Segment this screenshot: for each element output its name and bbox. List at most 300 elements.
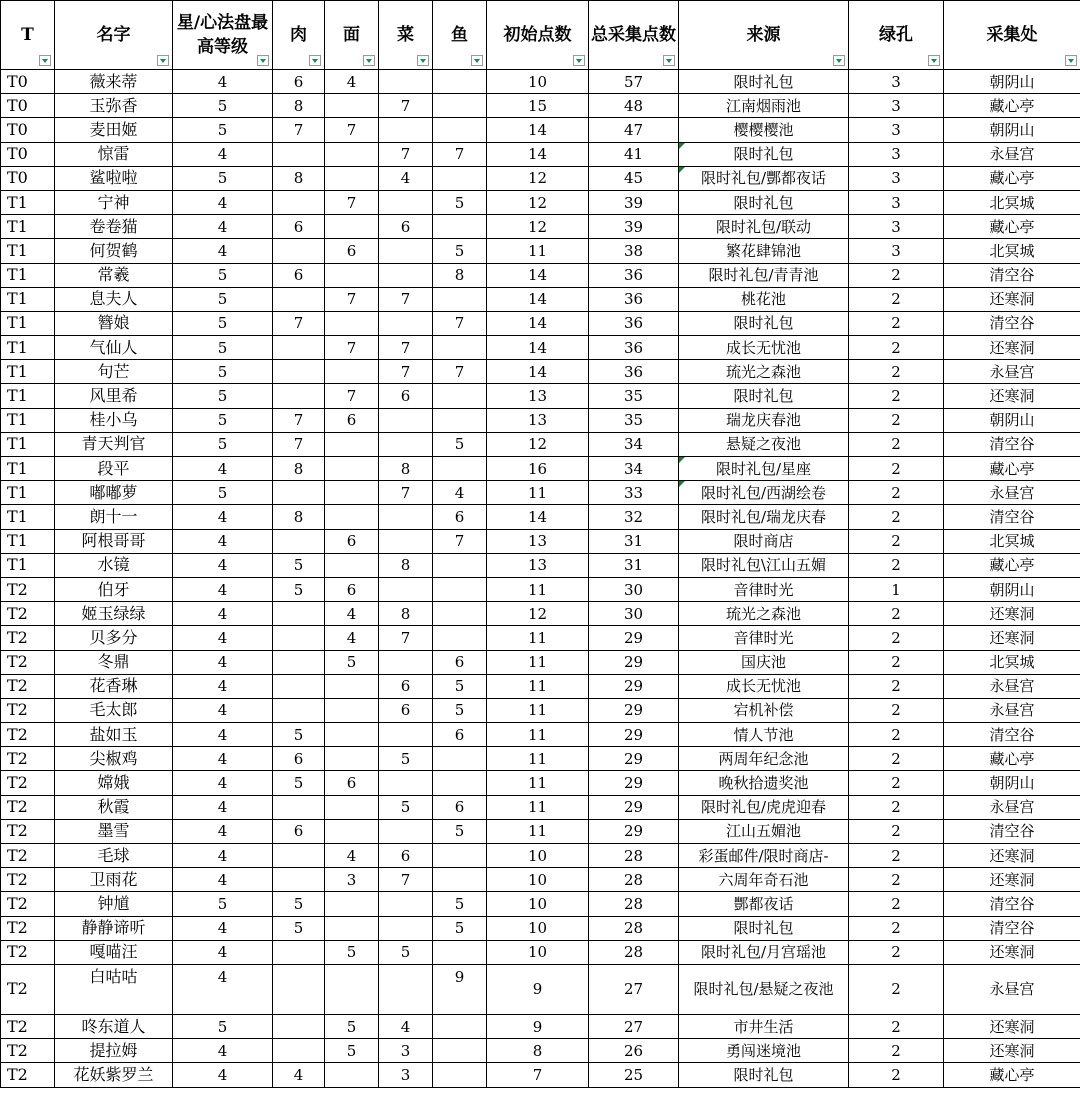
table-body bbox=[1, 70, 1080, 1088]
cell-green-slots: 2 bbox=[849, 626, 944, 650]
cell-fish bbox=[433, 166, 487, 190]
cell-meat: 5 bbox=[273, 577, 325, 601]
cell-vegetable: 6 bbox=[379, 215, 433, 239]
cell-star-level: 5 bbox=[173, 892, 273, 916]
cell-noodle: 4 bbox=[325, 844, 379, 868]
cell-star-level: 5 bbox=[173, 94, 273, 118]
cell-green-slots: 2 bbox=[849, 408, 944, 432]
cell-noodle bbox=[325, 916, 379, 940]
cell-green-slots: 2 bbox=[849, 384, 944, 408]
cell-noodle bbox=[325, 795, 379, 819]
cell-green-slots: 2 bbox=[849, 336, 944, 360]
cell-name: 尖椒鸡 bbox=[55, 747, 173, 771]
cell-green-slots: 2 bbox=[849, 481, 944, 505]
cell-location: 还寒洞 bbox=[944, 384, 1080, 408]
filter-dropdown-icon[interactable] bbox=[663, 55, 675, 66]
cell-initial-points: 11 bbox=[487, 819, 589, 843]
cell-tier: T1 bbox=[1, 215, 55, 239]
cell-source: 限时礼包 bbox=[679, 142, 849, 166]
cell-vegetable: 7 bbox=[379, 287, 433, 311]
cell-meat: 8 bbox=[273, 166, 325, 190]
cell-noodle: 5 bbox=[325, 1039, 379, 1063]
cell-total-points: 32 bbox=[589, 505, 679, 529]
filter-dropdown-icon[interactable] bbox=[471, 55, 483, 66]
cell-fish bbox=[433, 626, 487, 650]
cell-meat bbox=[273, 868, 325, 892]
cell-location: 还寒洞 bbox=[944, 626, 1080, 650]
cell-vegetable bbox=[379, 577, 433, 601]
cell-green-slots: 2 bbox=[849, 771, 944, 795]
cell-star-level: 5 bbox=[173, 384, 273, 408]
cell-location: 藏心亭 bbox=[944, 457, 1080, 481]
cell-fish: 7 bbox=[433, 360, 487, 384]
cell-star-level: 5 bbox=[173, 118, 273, 142]
cell-name: 卷卷猫 bbox=[55, 215, 173, 239]
cell-tier: T1 bbox=[1, 432, 55, 456]
cell-tier: T1 bbox=[1, 239, 55, 263]
cell-initial-points: 11 bbox=[487, 481, 589, 505]
cell-green-slots: 2 bbox=[849, 1063, 944, 1087]
cell-vegetable bbox=[379, 505, 433, 529]
cell-vegetable bbox=[379, 239, 433, 263]
cell-vegetable: 3 bbox=[379, 1039, 433, 1063]
cell-star-level: 4 bbox=[173, 1039, 273, 1063]
cell-star-level: 4 bbox=[173, 553, 273, 577]
cell-note-marker bbox=[679, 481, 685, 487]
cell-tier: T2 bbox=[1, 602, 55, 626]
cell-meat: 7 bbox=[273, 432, 325, 456]
cell-star-level: 4 bbox=[173, 215, 273, 239]
cell-star-level: 5 bbox=[173, 481, 273, 505]
cell-green-slots: 2 bbox=[849, 819, 944, 843]
cell-star-level: 4 bbox=[173, 626, 273, 650]
cell-name: 伯牙 bbox=[55, 577, 173, 601]
cell-note-marker bbox=[679, 457, 685, 463]
cell-tier: T2 bbox=[1, 650, 55, 674]
filter-dropdown-icon[interactable] bbox=[928, 55, 940, 66]
cell-vegetable: 6 bbox=[379, 384, 433, 408]
cell-location: 永昼宫 bbox=[944, 142, 1080, 166]
cell-meat bbox=[273, 1014, 325, 1038]
cell-initial-points: 11 bbox=[487, 626, 589, 650]
cell-fish: 6 bbox=[433, 505, 487, 529]
cell-tier: T1 bbox=[1, 287, 55, 311]
cell-source: 限时礼包 bbox=[679, 916, 849, 940]
table-row bbox=[1, 311, 1080, 335]
cell-tier: T1 bbox=[1, 384, 55, 408]
cell-tier: T2 bbox=[1, 964, 55, 1014]
cell-name: 秋霞 bbox=[55, 795, 173, 819]
filter-dropdown-icon[interactable] bbox=[833, 55, 845, 66]
cell-source: 限时礼包/瑞龙庆春 bbox=[679, 505, 849, 529]
cell-fish bbox=[433, 1014, 487, 1038]
cell-vegetable: 4 bbox=[379, 166, 433, 190]
cell-location: 清空谷 bbox=[944, 819, 1080, 843]
cell-fish bbox=[433, 336, 487, 360]
cell-green-slots: 2 bbox=[849, 1039, 944, 1063]
cell-noodle: 7 bbox=[325, 336, 379, 360]
cell-green-slots: 2 bbox=[849, 1014, 944, 1038]
cell-noodle bbox=[325, 432, 379, 456]
table-row bbox=[1, 747, 1080, 771]
table-row bbox=[1, 698, 1080, 722]
cell-name: 花香琳 bbox=[55, 674, 173, 698]
cell-noodle: 4 bbox=[325, 626, 379, 650]
cell-meat: 8 bbox=[273, 457, 325, 481]
cell-noodle: 6 bbox=[325, 408, 379, 432]
cell-vegetable: 6 bbox=[379, 844, 433, 868]
filter-dropdown-icon[interactable] bbox=[573, 55, 585, 66]
cell-initial-points: 11 bbox=[487, 698, 589, 722]
cell-star-level: 4 bbox=[173, 505, 273, 529]
cell-name: 何贺鹤 bbox=[55, 239, 173, 263]
cell-initial-points: 10 bbox=[487, 916, 589, 940]
cell-star-level: 4 bbox=[173, 723, 273, 747]
cell-noodle bbox=[325, 142, 379, 166]
cell-tier: T2 bbox=[1, 916, 55, 940]
cell-fish bbox=[433, 602, 487, 626]
cell-name: 玉弥香 bbox=[55, 94, 173, 118]
cell-total-points: 47 bbox=[589, 118, 679, 142]
cell-green-slots: 2 bbox=[849, 964, 944, 1014]
cell-star-level: 5 bbox=[173, 432, 273, 456]
cell-source: 限时礼包/联动 bbox=[679, 215, 849, 239]
cell-fish bbox=[433, 1039, 487, 1063]
cell-noodle bbox=[325, 481, 379, 505]
cell-total-points: 35 bbox=[589, 384, 679, 408]
cell-name: 咚东道人 bbox=[55, 1014, 173, 1038]
cell-green-slots: 2 bbox=[849, 602, 944, 626]
cell-tier: T2 bbox=[1, 771, 55, 795]
cell-total-points: 29 bbox=[589, 795, 679, 819]
cell-star-level: 4 bbox=[173, 239, 273, 263]
cell-meat bbox=[273, 142, 325, 166]
table-row bbox=[1, 94, 1080, 118]
cell-initial-points: 12 bbox=[487, 602, 589, 626]
cell-green-slots: 2 bbox=[849, 311, 944, 335]
cell-fish: 7 bbox=[433, 142, 487, 166]
cell-tier: T2 bbox=[1, 868, 55, 892]
cell-tier: T1 bbox=[1, 457, 55, 481]
cell-fish bbox=[433, 747, 487, 771]
cell-vegetable bbox=[379, 311, 433, 335]
cell-star-level: 4 bbox=[173, 650, 273, 674]
cell-star-level: 4 bbox=[173, 844, 273, 868]
cell-meat bbox=[273, 650, 325, 674]
cell-tier: T2 bbox=[1, 892, 55, 916]
cell-initial-points: 7 bbox=[487, 1063, 589, 1087]
cell-name: 静静谛听 bbox=[55, 916, 173, 940]
cell-vegetable: 8 bbox=[379, 457, 433, 481]
table-row bbox=[1, 408, 1080, 432]
cell-noodle bbox=[325, 311, 379, 335]
cell-star-level: 4 bbox=[173, 602, 273, 626]
cell-name: 青天判官 bbox=[55, 432, 173, 456]
cell-total-points: 29 bbox=[589, 819, 679, 843]
cell-total-points: 29 bbox=[589, 771, 679, 795]
cell-initial-points: 11 bbox=[487, 723, 589, 747]
cell-source: 酆都夜话 bbox=[679, 892, 849, 916]
cell-noodle bbox=[325, 457, 379, 481]
cell-tier: T2 bbox=[1, 1039, 55, 1063]
cell-fish bbox=[433, 577, 487, 601]
table-row bbox=[1, 650, 1080, 674]
cell-green-slots: 3 bbox=[849, 70, 944, 94]
cell-star-level: 5 bbox=[173, 336, 273, 360]
cell-name: 嘟嘟萝 bbox=[55, 481, 173, 505]
cell-star-level: 4 bbox=[173, 577, 273, 601]
cell-fish bbox=[433, 384, 487, 408]
cell-total-points: 34 bbox=[589, 432, 679, 456]
cell-green-slots: 3 bbox=[849, 142, 944, 166]
cell-location: 清空谷 bbox=[944, 892, 1080, 916]
cell-noodle bbox=[325, 819, 379, 843]
table-row bbox=[1, 529, 1080, 553]
cell-fish: 5 bbox=[433, 698, 487, 722]
cell-total-points: 30 bbox=[589, 577, 679, 601]
cell-location: 藏心亭 bbox=[944, 94, 1080, 118]
cell-meat bbox=[273, 287, 325, 311]
cell-green-slots: 2 bbox=[849, 844, 944, 868]
cell-meat: 8 bbox=[273, 505, 325, 529]
cell-tier: T1 bbox=[1, 311, 55, 335]
cell-green-slots: 2 bbox=[849, 892, 944, 916]
cell-fish: 9 bbox=[433, 964, 487, 1014]
cell-fish: 5 bbox=[433, 674, 487, 698]
cell-name: 毛球 bbox=[55, 844, 173, 868]
cell-noodle: 7 bbox=[325, 190, 379, 214]
cell-location: 藏心亭 bbox=[944, 166, 1080, 190]
cell-noodle: 5 bbox=[325, 1014, 379, 1038]
cell-source: 限时礼包 bbox=[679, 190, 849, 214]
header-vegetable: 菜 bbox=[379, 1, 433, 70]
cell-total-points: 45 bbox=[589, 166, 679, 190]
cell-green-slots: 3 bbox=[849, 166, 944, 190]
filter-dropdown-icon[interactable] bbox=[1065, 55, 1077, 66]
cell-noodle bbox=[325, 698, 379, 722]
cell-tier: T1 bbox=[1, 190, 55, 214]
cell-noodle bbox=[325, 94, 379, 118]
cell-fish: 5 bbox=[433, 819, 487, 843]
cell-name: 花妖紫罗兰 bbox=[55, 1063, 173, 1087]
cell-meat bbox=[273, 602, 325, 626]
cell-source: 琉光之森池 bbox=[679, 360, 849, 384]
cell-name: 惊雷 bbox=[55, 142, 173, 166]
cell-location: 还寒洞 bbox=[944, 844, 1080, 868]
cell-noodle bbox=[325, 1063, 379, 1087]
cell-green-slots: 2 bbox=[849, 457, 944, 481]
cell-location: 北冥城 bbox=[944, 529, 1080, 553]
cell-tier: T0 bbox=[1, 142, 55, 166]
table-row bbox=[1, 868, 1080, 892]
cell-tier: T1 bbox=[1, 529, 55, 553]
cell-star-level: 5 bbox=[173, 408, 273, 432]
cell-name: 嘎喵汪 bbox=[55, 940, 173, 964]
cell-total-points: 31 bbox=[589, 529, 679, 553]
cell-green-slots: 3 bbox=[849, 215, 944, 239]
cell-tier: T2 bbox=[1, 698, 55, 722]
cell-total-points: 26 bbox=[589, 1039, 679, 1063]
cell-location: 北冥城 bbox=[944, 190, 1080, 214]
cell-star-level: 5 bbox=[173, 287, 273, 311]
table-row bbox=[1, 215, 1080, 239]
cell-noodle bbox=[325, 166, 379, 190]
cell-location: 还寒洞 bbox=[944, 1039, 1080, 1063]
table-row bbox=[1, 674, 1080, 698]
cell-note-marker bbox=[679, 143, 685, 149]
cell-meat: 4 bbox=[273, 1063, 325, 1087]
cell-tier: T2 bbox=[1, 577, 55, 601]
cell-noodle: 3 bbox=[325, 868, 379, 892]
cell-green-slots: 2 bbox=[849, 360, 944, 384]
cell-initial-points: 14 bbox=[487, 287, 589, 311]
filter-dropdown-icon[interactable] bbox=[309, 55, 321, 66]
cell-green-slots: 3 bbox=[849, 94, 944, 118]
cell-initial-points: 13 bbox=[487, 529, 589, 553]
cell-green-slots: 2 bbox=[849, 432, 944, 456]
cell-name: 水镜 bbox=[55, 553, 173, 577]
cell-tier: T1 bbox=[1, 360, 55, 384]
cell-star-level: 4 bbox=[173, 819, 273, 843]
cell-vegetable: 7 bbox=[379, 481, 433, 505]
cell-vegetable bbox=[379, 819, 433, 843]
cell-noodle bbox=[325, 964, 379, 1014]
cell-source: 限时礼包 bbox=[679, 70, 849, 94]
table-row bbox=[1, 1014, 1080, 1038]
cell-fish: 5 bbox=[433, 190, 487, 214]
cell-fish bbox=[433, 457, 487, 481]
cell-green-slots: 2 bbox=[849, 505, 944, 529]
cell-total-points: 28 bbox=[589, 916, 679, 940]
cell-meat bbox=[273, 529, 325, 553]
cell-tier: T1 bbox=[1, 263, 55, 287]
cell-tier: T0 bbox=[1, 94, 55, 118]
cell-total-points: 28 bbox=[589, 892, 679, 916]
cell-fish bbox=[433, 70, 487, 94]
cell-total-points: 27 bbox=[589, 964, 679, 1014]
cell-location: 朝阴山 bbox=[944, 118, 1080, 142]
table-row bbox=[1, 336, 1080, 360]
cell-fish bbox=[433, 553, 487, 577]
cell-total-points: 29 bbox=[589, 698, 679, 722]
cell-total-points: 57 bbox=[589, 70, 679, 94]
cell-total-points: 30 bbox=[589, 602, 679, 626]
cell-total-points: 29 bbox=[589, 674, 679, 698]
cell-green-slots: 2 bbox=[849, 916, 944, 940]
cell-total-points: 28 bbox=[589, 940, 679, 964]
header-meat: 肉 bbox=[273, 1, 325, 70]
cell-initial-points: 8 bbox=[487, 1039, 589, 1063]
cell-location: 还寒洞 bbox=[944, 1014, 1080, 1038]
cell-total-points: 36 bbox=[589, 263, 679, 287]
table-row bbox=[1, 118, 1080, 142]
filter-dropdown-icon[interactable] bbox=[39, 55, 51, 66]
cell-total-points: 38 bbox=[589, 239, 679, 263]
cell-initial-points: 16 bbox=[487, 457, 589, 481]
cell-initial-points: 11 bbox=[487, 747, 589, 771]
table-row bbox=[1, 457, 1080, 481]
cell-location: 朝阴山 bbox=[944, 771, 1080, 795]
cell-fish bbox=[433, 215, 487, 239]
cell-name: 朗十一 bbox=[55, 505, 173, 529]
cell-vegetable bbox=[379, 529, 433, 553]
cell-fish: 7 bbox=[433, 311, 487, 335]
cell-fish: 4 bbox=[433, 481, 487, 505]
cell-star-level: 4 bbox=[173, 747, 273, 771]
cell-fish bbox=[433, 868, 487, 892]
filter-dropdown-icon[interactable] bbox=[257, 55, 269, 66]
cell-location: 清空谷 bbox=[944, 311, 1080, 335]
cell-location: 藏心亭 bbox=[944, 553, 1080, 577]
table-row bbox=[1, 263, 1080, 287]
cell-name: 簪娘 bbox=[55, 311, 173, 335]
cell-tier: T2 bbox=[1, 844, 55, 868]
table-row bbox=[1, 723, 1080, 747]
cell-noodle bbox=[325, 747, 379, 771]
cell-tier: T1 bbox=[1, 408, 55, 432]
table-row bbox=[1, 892, 1080, 916]
cell-fish bbox=[433, 287, 487, 311]
table-row bbox=[1, 964, 1080, 1014]
cell-initial-points: 12 bbox=[487, 215, 589, 239]
cell-name: 常羲 bbox=[55, 263, 173, 287]
cell-source: 限时礼包/星座 bbox=[679, 457, 849, 481]
cell-star-level: 4 bbox=[173, 457, 273, 481]
cell-total-points: 28 bbox=[589, 844, 679, 868]
cell-meat: 6 bbox=[273, 70, 325, 94]
cell-total-points: 28 bbox=[589, 868, 679, 892]
cell-total-points: 31 bbox=[589, 553, 679, 577]
cell-meat bbox=[273, 360, 325, 384]
cell-source: 悬疑之夜池 bbox=[679, 432, 849, 456]
cell-green-slots: 3 bbox=[849, 190, 944, 214]
cell-name: 盐如玉 bbox=[55, 723, 173, 747]
cell-fish bbox=[433, 94, 487, 118]
filter-dropdown-icon[interactable] bbox=[417, 55, 429, 66]
cell-initial-points: 10 bbox=[487, 844, 589, 868]
filter-dropdown-icon[interactable] bbox=[157, 55, 169, 66]
cell-star-level: 5 bbox=[173, 311, 273, 335]
cell-green-slots: 1 bbox=[849, 577, 944, 601]
header-noodle: 面 bbox=[325, 1, 379, 70]
cell-vegetable: 7 bbox=[379, 868, 433, 892]
table-row bbox=[1, 166, 1080, 190]
cell-star-level: 4 bbox=[173, 529, 273, 553]
cell-location: 还寒洞 bbox=[944, 940, 1080, 964]
cell-meat: 7 bbox=[273, 118, 325, 142]
cell-total-points: 33 bbox=[589, 481, 679, 505]
cell-tier: T2 bbox=[1, 940, 55, 964]
cell-star-level: 4 bbox=[173, 674, 273, 698]
cell-noodle: 6 bbox=[325, 771, 379, 795]
header-location: 采集处 bbox=[944, 1, 1080, 70]
cell-green-slots: 2 bbox=[849, 263, 944, 287]
cell-source: 樱樱樱池 bbox=[679, 118, 849, 142]
cell-noodle bbox=[325, 674, 379, 698]
cell-star-level: 5 bbox=[173, 360, 273, 384]
cell-total-points: 41 bbox=[589, 142, 679, 166]
cell-source: 琉光之森池 bbox=[679, 602, 849, 626]
cell-source: 勇闯迷境池 bbox=[679, 1039, 849, 1063]
cell-green-slots: 2 bbox=[849, 723, 944, 747]
cell-location: 永昼宫 bbox=[944, 481, 1080, 505]
cell-meat: 5 bbox=[273, 916, 325, 940]
cell-initial-points: 9 bbox=[487, 1014, 589, 1038]
table-row bbox=[1, 70, 1080, 94]
cell-initial-points: 11 bbox=[487, 674, 589, 698]
filter-dropdown-icon[interactable] bbox=[363, 55, 375, 66]
cell-name: 薇来蒂 bbox=[55, 70, 173, 94]
